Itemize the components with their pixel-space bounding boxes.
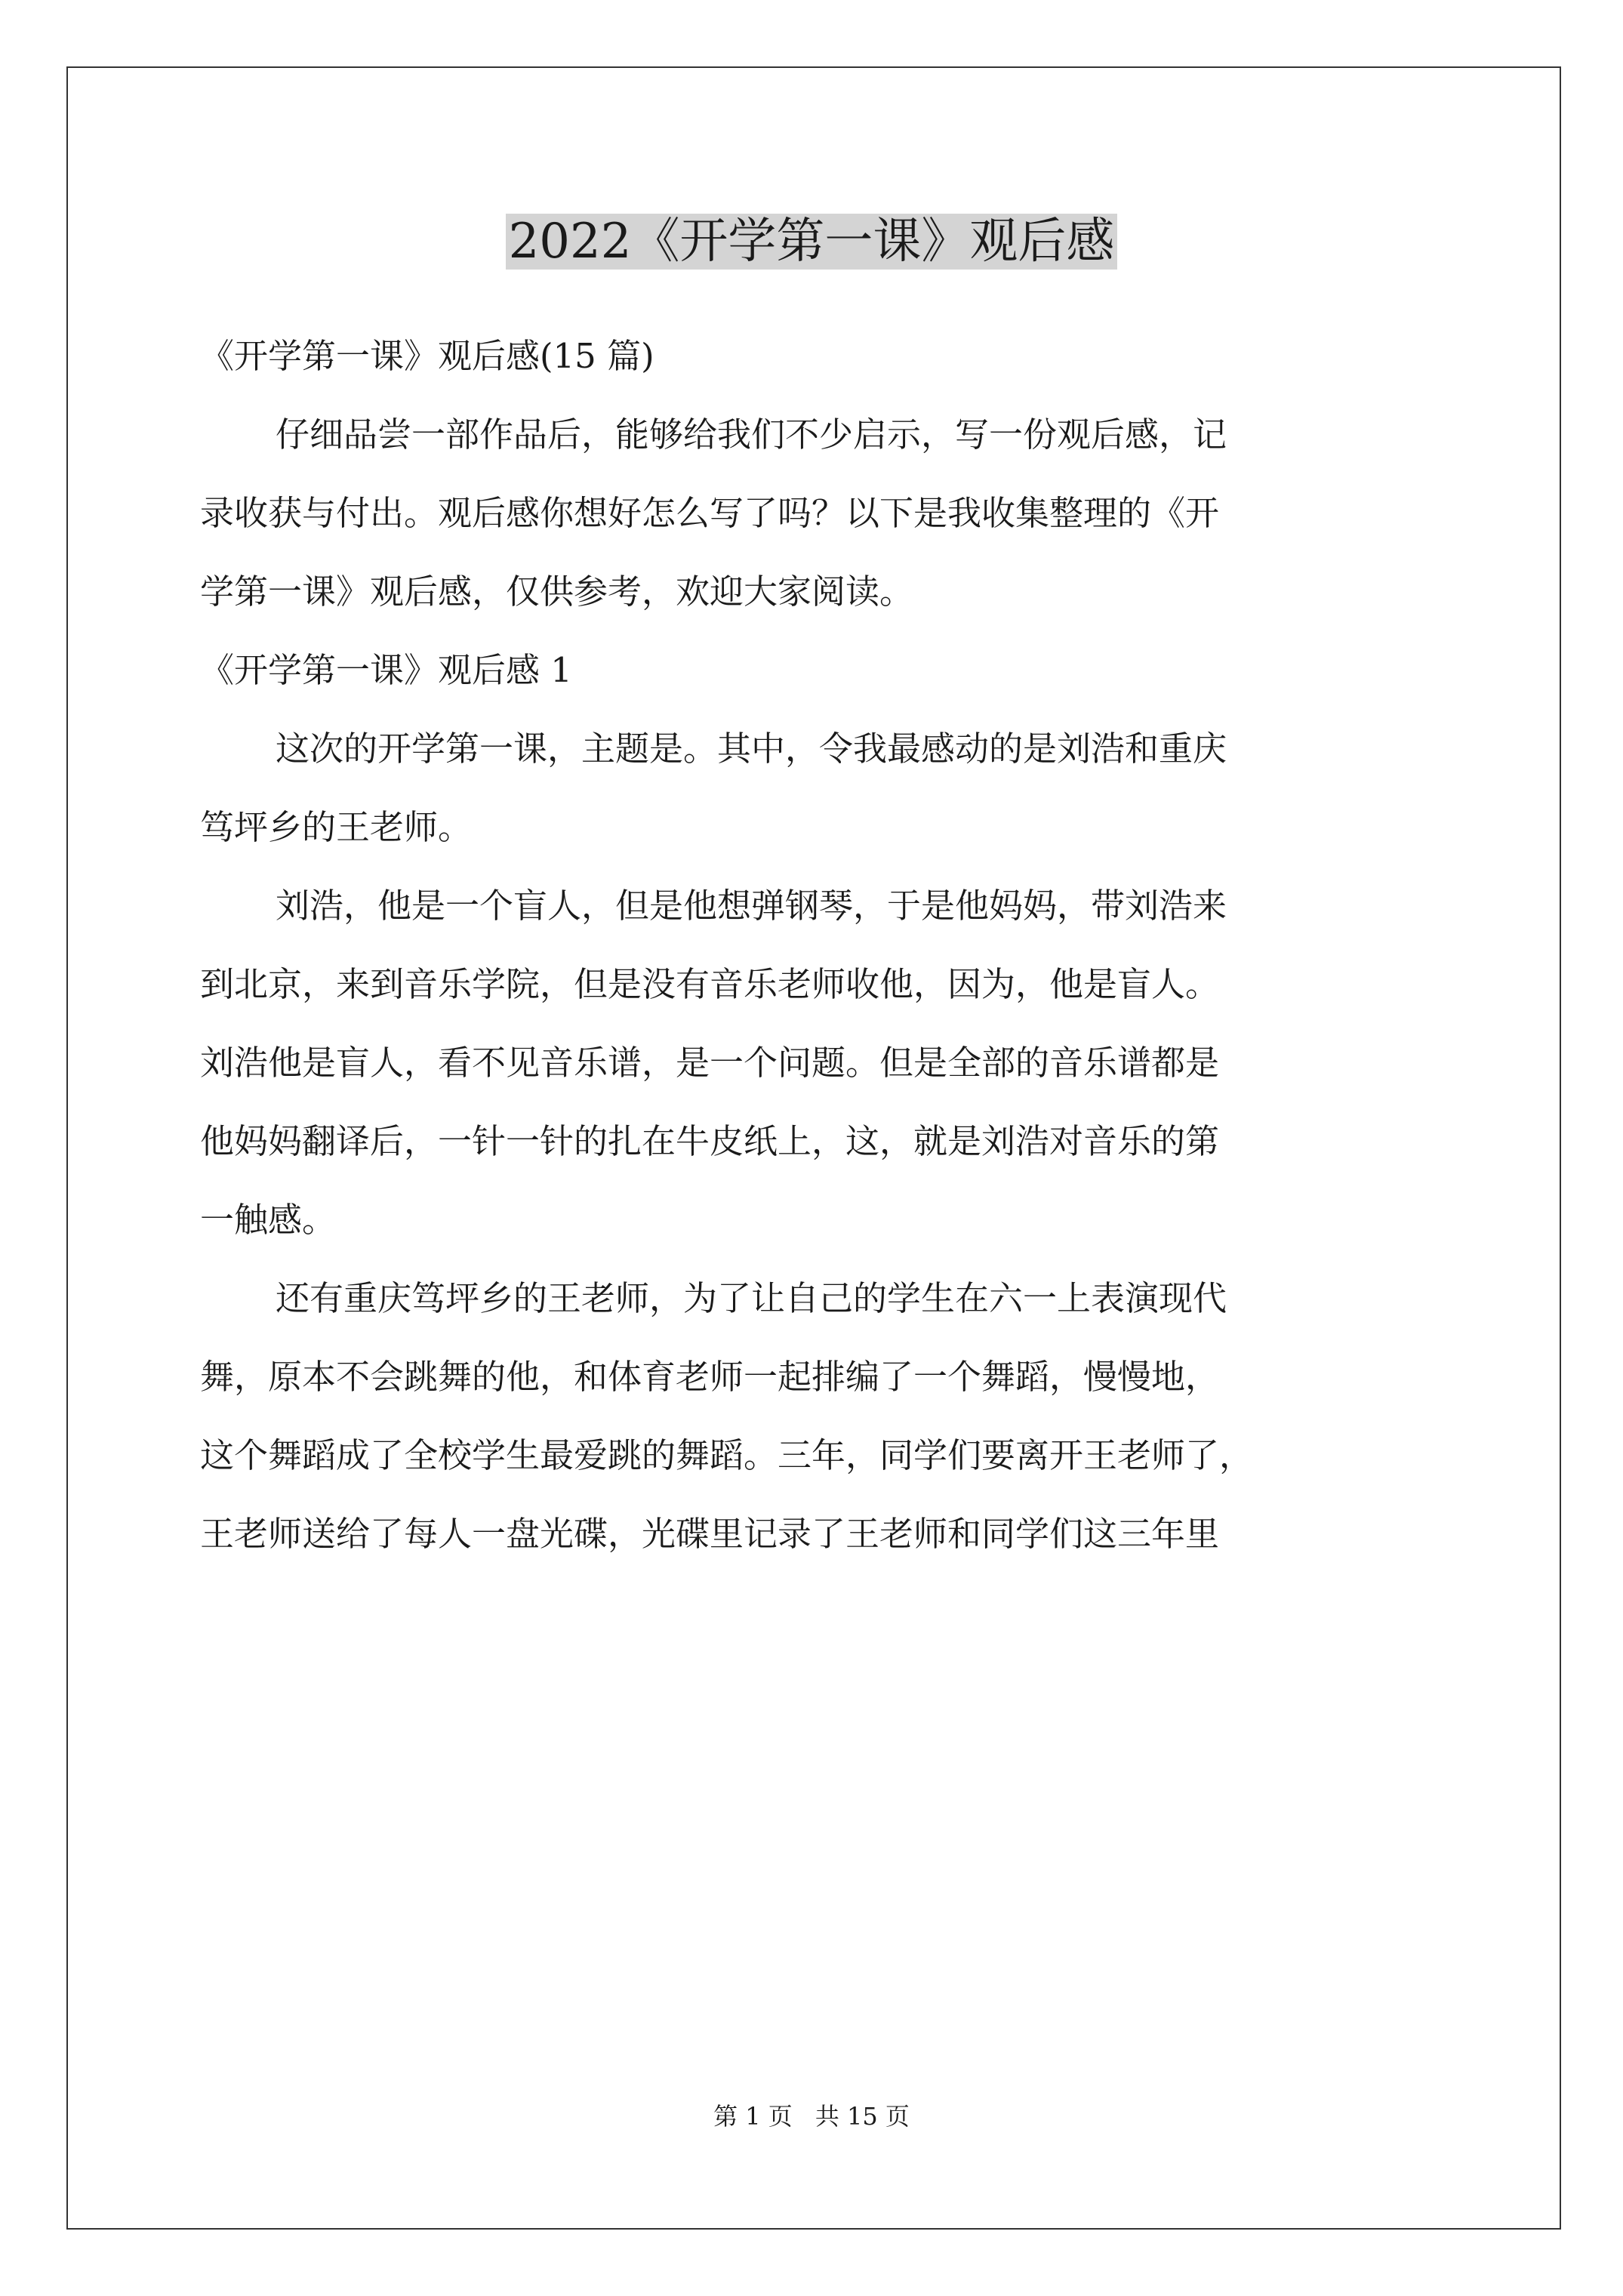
paragraph2-line: 刘浩，他是一个盲人，但是他想弹钢琴，于是他妈妈，带刘浩来: [276, 886, 1227, 926]
paragraph2-line: 刘浩他是盲人，看不见音乐谱，是一个问题。但是全部的音乐谱都是: [200, 1043, 1220, 1083]
section-heading: 《开学第一课》观后感 1: [200, 650, 572, 690]
paragraph1-line: 这次的开学第一课，主题是。其中，令我最感动的是刘浩和重庆: [276, 729, 1227, 769]
document-title-text: 2022《开学第一课》观后感: [506, 214, 1118, 270]
intro-line: 学第一课》观后感，仅供参考，欢迎大家阅读。: [200, 572, 914, 612]
document-body: [200, 317, 1438, 1573]
page-total: 共 15 页: [815, 2102, 910, 2131]
paragraph2-line: 到北京，来到音乐学院，但是没有音乐老师收他，因为，他是盲人。: [200, 964, 1220, 1004]
intro-line: 仔细品尝一部作品后，能够给我们不少启示，写一份观后感，记: [276, 415, 1227, 455]
paragraph3-line: 这个舞蹈成了全校学生最爱跳的舞蹈。三年，同学们要离开王老师了，: [200, 1435, 1254, 1475]
paragraph2-line: 一触感。: [200, 1200, 337, 1240]
paragraph3-line: 王老师送给了每人一盘光碟，光碟里记录了王老师和同学们这三年里: [200, 1514, 1220, 1554]
page-number: 第 1 页: [713, 2102, 793, 2131]
document-title: [0, 208, 1623, 276]
paragraph1-line: 笃坪乡的王老师。: [200, 807, 473, 847]
page-footer: [0, 2097, 1623, 2132]
paragraph3-line: 舞，原本不会跳舞的他，和体育老师一起排编了一个舞蹈，慢慢地，: [200, 1357, 1220, 1397]
paragraph3-line: 还有重庆笃坪乡的王老师，为了让自己的学生在六一上表演现代: [276, 1278, 1227, 1318]
intro-line: 录收获与付出。观后感你想好怎么写了吗？以下是我收集整理的《开: [200, 493, 1220, 533]
subtitle: 《开学第一课》观后感(15 篇): [200, 336, 654, 376]
paragraph2-line: 他妈妈翻译后，一针一针的扎在牛皮纸上，这，就是刘浩对音乐的第: [200, 1121, 1220, 1161]
